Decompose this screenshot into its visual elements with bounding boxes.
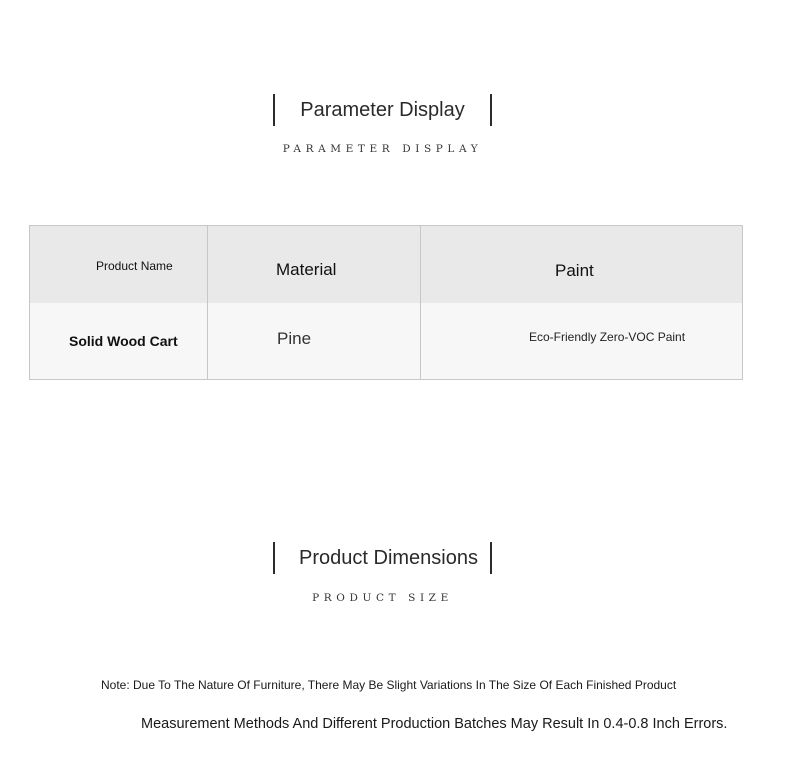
cell-paint: [421, 303, 742, 379]
heading-left-bar: [273, 542, 275, 574]
cell-value: Solid Wood Cart: [69, 333, 178, 349]
header-label: Product Name: [96, 259, 173, 273]
note-line-2: Measurement Methods And Different Production Batches May Result In 0.4-0.8 Inch Errors.: [141, 716, 728, 732]
header-cell-product-name: [30, 226, 208, 303]
cell-value: Pine: [277, 329, 312, 348]
header-label: Paint: [555, 261, 594, 280]
note-line-1: Note: Due To The Nature Of Furniture, There May Be Slight Variations In The Size Of Each Finished Product: [101, 678, 677, 692]
table-row: [30, 303, 742, 379]
parameter-table: [29, 225, 743, 380]
table-header-row: [30, 226, 742, 304]
header-cell-paint: [421, 226, 742, 303]
cell-material: [208, 303, 421, 379]
section-subtitle: PRODUCT SIZE: [312, 592, 453, 604]
header-label: Material: [276, 260, 337, 279]
cell-product-name: [30, 303, 208, 379]
parameter-display-heading: [273, 94, 492, 126]
cell-value: Eco-Friendly Zero-VOC Paint: [529, 330, 686, 344]
section-title: Product Dimensions: [299, 547, 478, 569]
product-dimensions-heading: [273, 542, 492, 574]
section-title: Parameter Display: [300, 99, 465, 121]
heading-right-bar: [490, 542, 492, 574]
section-subtitle: PARAMETER DISPLAY: [282, 143, 483, 155]
header-cell-material: [208, 226, 421, 303]
heading-right-bar: [490, 94, 492, 126]
